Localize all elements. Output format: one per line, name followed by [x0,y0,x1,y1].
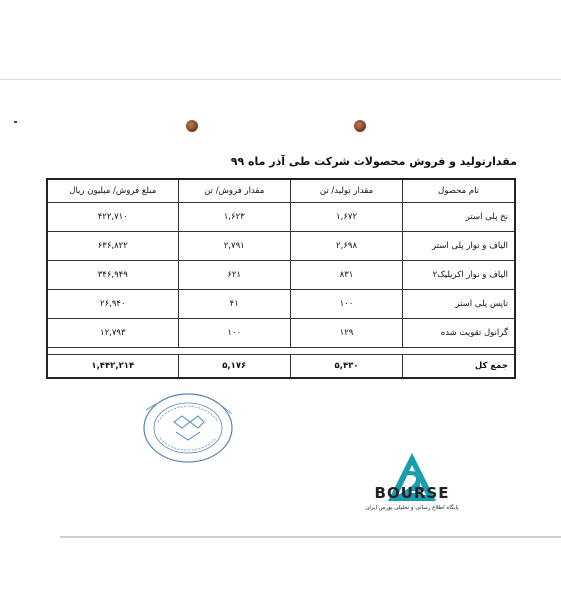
cell-total-production: ۵,۴۳۰ [290,355,402,379]
cell-production: ۱۰۰ [290,290,402,319]
header-production: مقدار تولید/ تن [290,179,402,203]
cell-production: ۸۳۱ [290,261,402,290]
header-sales-qty: مقدار فروش/ تن [178,179,290,203]
punch-hole-right [354,120,366,132]
table-row [47,319,515,348]
cell-sales-qty: ۱۰۰ [178,319,290,348]
company-seal-stamp [140,388,236,466]
cell-sales-amount: ۱۲,۷۹۳ [47,319,178,348]
cell-sales-amount: ۶۳۶,۸۲۲ [47,232,178,261]
cell-sales-amount: ۲۶,۹۴۰ [47,290,178,319]
cell-product-name: گرانول تقویت شده [403,319,515,348]
report-title: مقدارتولید و فروش محصولات شرکت طی آذر ماه ۹۹ [230,155,517,168]
production-sales-table [46,178,516,379]
cell-sales-qty: ۴۱ [178,290,290,319]
cell-product-name: الیاف و نوار اکریلیک۲ [403,261,515,290]
bourse-wordmark: BOURSE [374,484,450,502]
table-row [47,232,515,261]
bourse-subtitle: پایگاه اطلاع رسانی و تحلیلی بورس ایران [365,505,459,511]
cell-total-label: جمع کل [403,355,515,379]
cell-product-name: تاپس پلی استر [403,290,515,319]
cell-sales-qty: ۱,۶۲۳ [178,203,290,232]
table-row [47,203,515,232]
cell-product-name: الیاف و نوار پلی استر [403,232,515,261]
table-row [47,290,515,319]
cell-production: ۱۲۹ [290,319,402,348]
table-row [47,261,515,290]
header-sales-amount: مبلغ فروش/ میلیون ریال [47,179,178,203]
scan-speck [14,121,17,123]
cell-production: ۱,۶۷۲ [290,203,402,232]
cell-sales-amount: ۴۲۲,۷۱۰ [47,203,178,232]
table-total-row [47,355,515,379]
header-product-name: نام محصول [403,179,515,203]
cell-sales-qty: ۲,۷۹۱ [178,232,290,261]
cell-sales-qty: ۶۲۱ [178,261,290,290]
cell-total-sales-amount: ۱,۴۴۲,۲۱۴ [47,355,178,379]
scan-edge-top [0,79,561,80]
punch-hole-left [186,120,198,132]
cell-total-sales-qty: ۵,۱۷۶ [178,355,290,379]
cell-production: ۲,۶۹۸ [290,232,402,261]
cell-product-name: نخ پلی استر [403,203,515,232]
cell-sales-amount: ۳۴۶,۹۴۹ [47,261,178,290]
scan-edge-bottom [60,536,561,538]
table-header-row [47,179,515,203]
table-spacer-row [47,348,515,355]
